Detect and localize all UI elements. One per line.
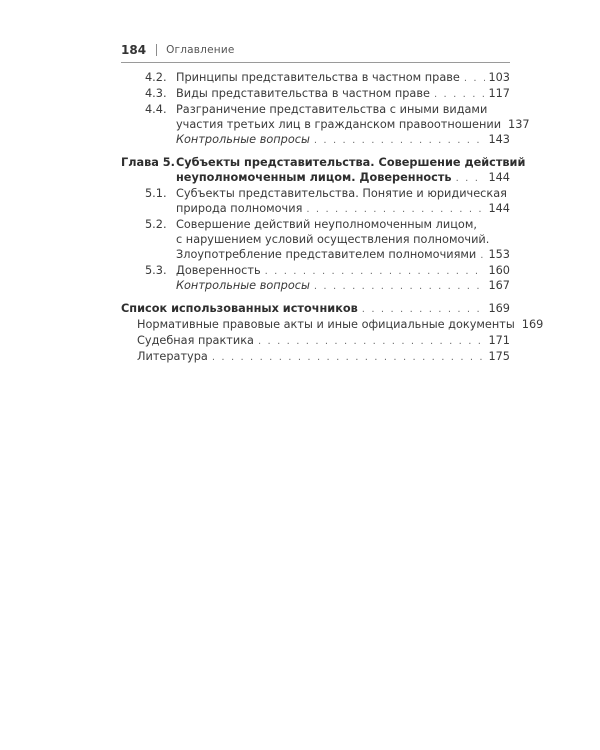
toc-entry-4-3[interactable] [176, 86, 510, 102]
toc-number: 5.3. [145, 264, 167, 277]
toc-page: 153 [488, 248, 510, 261]
leader-dots [362, 302, 486, 318]
toc-page: 103 [488, 71, 510, 84]
toc-title: Список использованных источников [121, 302, 358, 315]
toc-number: 4.3. [145, 87, 167, 100]
toc-title: с нарушением условий осуществления полномочий. [176, 233, 490, 246]
toc-sources-normative[interactable] [137, 317, 544, 333]
toc-title: Контрольные вопросы [176, 279, 310, 292]
leader-dots [314, 279, 486, 295]
leader-dots [434, 87, 485, 103]
toc-sources-court[interactable] [137, 333, 510, 349]
toc-entry-5-2-line1[interactable] [176, 217, 510, 233]
toc-title: Совершение действий неуполномоченным лицом, [176, 218, 477, 231]
toc-page: 144 [488, 202, 510, 215]
toc-page: 169 [521, 318, 544, 331]
toc-title: Виды представительства в частном праве [176, 87, 430, 100]
leader-dots [480, 248, 485, 264]
toc-title: Доверенность [176, 264, 261, 277]
leader-dots [306, 202, 485, 218]
toc-page: 137 [508, 118, 530, 131]
toc-page: 175 [488, 350, 510, 363]
toc-page: 143 [488, 133, 510, 146]
toc-number: 5.1. [145, 187, 167, 200]
toc-page: 144 [488, 171, 510, 184]
toc-page: 117 [488, 87, 510, 100]
toc-page: 171 [488, 334, 510, 347]
toc-chapter-5-line2[interactable] [176, 170, 510, 186]
leader-dots [212, 350, 486, 366]
toc-page: 169 [488, 302, 510, 315]
toc-entry-4-4-line1[interactable] [176, 102, 510, 118]
leader-dots [456, 171, 486, 187]
toc-entry-5-1-line1[interactable] [176, 186, 510, 202]
toc-entry-5-3[interactable] [176, 263, 510, 279]
toc-title: Злоупотребление представителем полномочиями [176, 248, 477, 261]
chapter-title: Субъекты представительства. Совершение действий [176, 156, 526, 169]
toc-number: 5.2. [145, 218, 167, 231]
toc-title: Нормативные правовые акты и иные официальные документы [137, 318, 515, 331]
toc-entry-questions-5[interactable] [176, 278, 510, 294]
toc-title: участия третьих лиц в гражданском правоотношении [176, 118, 502, 131]
header-divider [156, 44, 157, 56]
toc-entry-5-2-line2[interactable] [176, 232, 510, 248]
toc-title: Судебная практика [137, 334, 254, 347]
toc-number: 4.4. [145, 103, 167, 116]
toc-sources[interactable] [121, 301, 510, 317]
toc-sources-literature[interactable] [137, 349, 510, 365]
toc-title: природа полномочия [176, 202, 303, 215]
toc-title: Литература [137, 350, 208, 363]
chapter-title: неуполномоченным лицом. Доверенность [176, 171, 452, 184]
running-header [121, 41, 510, 63]
leader-dots [464, 71, 486, 87]
toc-entry-4-4-line2[interactable] [176, 117, 530, 133]
toc-page: 160 [488, 264, 510, 277]
section-title: Оглавление [166, 44, 235, 56]
toc-title: Принципы представительства в частном праве [176, 71, 460, 84]
leader-dots [314, 133, 486, 149]
toc-entry-5-1-line2[interactable] [176, 201, 510, 217]
chapter-label: Глава 5. [121, 156, 175, 169]
page-number: 184 [121, 43, 147, 57]
toc-chapter-5-line1[interactable] [176, 155, 526, 171]
toc-title: Контрольные вопросы [176, 133, 310, 146]
toc-number: 4.2. [145, 71, 167, 84]
toc-entry-5-2-line3[interactable] [176, 247, 510, 263]
toc-entry-4-2[interactable] [176, 70, 510, 86]
toc-entry-questions-4[interactable] [176, 132, 510, 148]
toc-title: Субъекты представительства. Понятие и юридическая [176, 187, 507, 200]
toc-page: 167 [488, 279, 510, 292]
toc-title: Разграничение представительства с иными видами [176, 103, 488, 116]
leader-dots [258, 334, 485, 350]
